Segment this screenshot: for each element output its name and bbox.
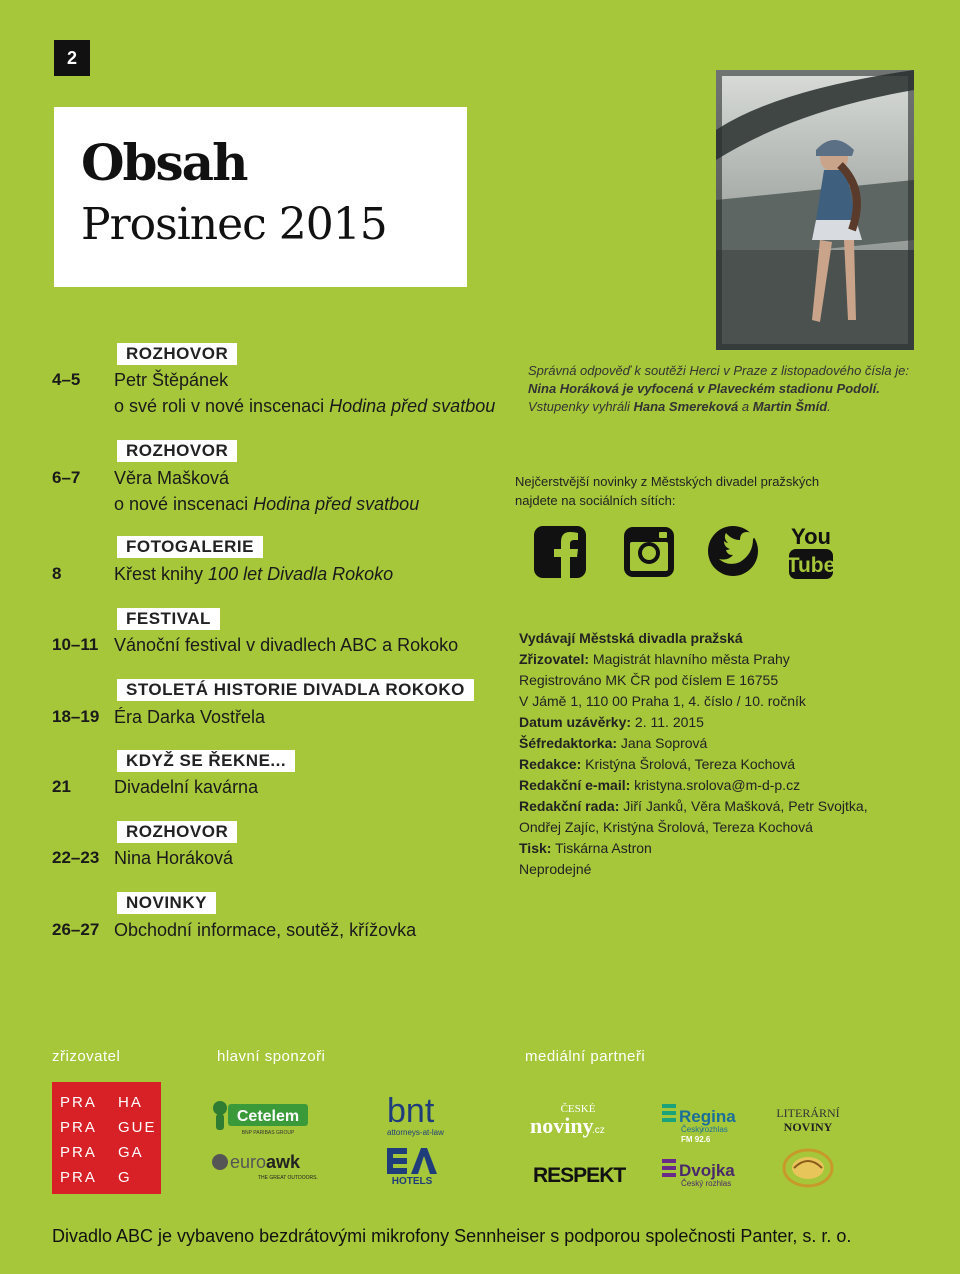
svg-text:NOVINY: NOVINY	[783, 1120, 833, 1134]
founder-heading: zřizovatel	[52, 1048, 121, 1065]
twitter-icon[interactable]	[706, 524, 760, 583]
svg-text:THE GREAT OUTDOORS.: THE GREAT OUTDOORS.	[258, 1175, 318, 1181]
section-label: ROZHOVOR	[117, 440, 237, 462]
toc-line: Divadelní kavárna	[114, 777, 259, 797]
page-range: 22–23	[52, 848, 100, 867]
svg-text:Regina: Regina	[679, 1107, 736, 1126]
media-heading: mediální partneři	[525, 1048, 646, 1065]
regina-logo	[662, 1102, 742, 1149]
title-box	[54, 107, 467, 287]
svg-text:Cetelem: Cetelem	[236, 1108, 300, 1125]
svg-text:euro: euro	[230, 1152, 267, 1172]
toc-line: Věra Mašková	[114, 468, 230, 488]
section-label: KDYŽ SE ŘEKNE...	[117, 750, 295, 772]
imprint: Vydávají Městská divadla pražská Zřizovatel: Magistrát hlavního města Prahy Registrováno MK ČR pod číslem E 16755 V Jámě 1, 110 00 Praha 1, 4. číslo / 10. ročník Datum uzávěrky: 2. 11. 2015 Šéfredaktorka: Jana Soprová Redakce: Kristýna Šrolová, Tereza Kochová Redakční e-mail: kristyna.srolova@m-d-p.cz Redakční rada: Jiří Janků, Věra Mašková, Petr Svojtka, Ondřej Zajíc, Kristýna Šrolová, Tereza Kochová Tisk: Tiskárna Astron Neprodejné	[519, 630, 868, 877]
page-range: 26–27	[52, 920, 100, 939]
page-range: 8	[52, 564, 62, 583]
bnt-logo	[385, 1090, 447, 1143]
section-label: STOLETÁ HISTORIE DIVADLA ROKOKO	[117, 679, 474, 701]
svg-text:bnt: bnt	[387, 1092, 435, 1130]
ceske-noviny-logo	[528, 1100, 608, 1145]
svg-text:Dvojka: Dvojka	[679, 1161, 735, 1180]
svg-text:awk: awk	[266, 1152, 301, 1172]
section-label: ROZHOVOR	[117, 343, 237, 365]
toc-line: Obchodní informace, soutěž, křížovka	[114, 920, 417, 940]
ea-hotels-logo	[385, 1146, 439, 1191]
email-link[interactable]: kristyna.srolova@m-d-p.cz	[630, 777, 801, 793]
svg-text:Tube: Tube	[786, 554, 836, 577]
toc-line: Nina Horáková	[114, 848, 234, 868]
toc-line: Křest knihy 100 let Divadla Rokoko	[114, 564, 394, 584]
contest-answer: Správná odpověď k soutěži Herci v Praze z listopadového čísla je: Nina Horáková je vyfocená v Plaveckém stadionu Podolí. Vstupenky vyhráli Hana Smereková a Martin Šmíd.	[528, 363, 909, 414]
cetelem-logo	[210, 1094, 310, 1143]
svg-text:HOTELS: HOTELS	[391, 1176, 433, 1187]
section-label: NOVINKY	[117, 892, 216, 914]
svg-text:Český rozhlas: Český rozhlas	[681, 1179, 732, 1188]
sponsors-heading: hlavní sponzoři	[217, 1048, 326, 1065]
toc-line: o své roli v nové inscenaci Hodina před svatbou	[114, 396, 496, 416]
page-number: 2	[54, 40, 90, 76]
toc-line: Vánoční festival v divadlech ABC a Rokoko	[114, 635, 459, 655]
page-subtitle: Prosinec 2015	[81, 199, 387, 250]
svg-text:.cz: .cz	[592, 1125, 605, 1136]
euroawk-logo	[210, 1148, 320, 1187]
svg-text:LITERÁRNÍ: LITERÁRNÍ	[776, 1106, 840, 1120]
svg-text:FM 92.6: FM 92.6	[681, 1135, 711, 1144]
svg-text:attorneys-at-law: attorneys-at-law	[387, 1128, 444, 1137]
footer-note: Divadlo ABC je vybaveno bezdrátovými mikrofony Sennheiser s podporou společnosti Panter, s. r. o.	[52, 1226, 852, 1246]
svg-text:ČESKÉ: ČESKÉ	[560, 1103, 596, 1115]
section-label: FESTIVAL	[117, 608, 220, 630]
page-title: Obsah	[81, 133, 247, 192]
svg-text:noviny: noviny	[530, 1113, 594, 1138]
page-range: 10–11	[52, 635, 99, 654]
toc-line: Éra Darka Vostřela	[114, 707, 266, 727]
dvojka-logo	[662, 1157, 742, 1194]
section-label: ROZHOVOR	[117, 821, 237, 843]
praha-logo: PRA HA PRA GUE PRA GA PRA G	[52, 1082, 161, 1194]
svg-text:BNP PARIBAS GROUP: BNP PARIBAS GROUP	[241, 1130, 295, 1136]
page-range: 18–19	[52, 707, 100, 726]
facebook-icon[interactable]	[532, 524, 588, 585]
respekt-logo	[533, 1160, 626, 1193]
page-range: 4–5	[52, 370, 81, 389]
page-range: 21	[52, 777, 71, 796]
svg-text:Český: Český	[681, 1125, 704, 1134]
decorative-emblem-logo	[780, 1146, 836, 1195]
svg-text:rozhlas: rozhlas	[702, 1125, 728, 1134]
youtube-icon[interactable]	[788, 522, 834, 587]
page-range: 6–7	[52, 468, 81, 487]
instagram-icon[interactable]	[622, 524, 676, 585]
social-intro: Nejčerstvější novinky z Městských divadel pražských najdete na sociálních sítích:	[515, 474, 820, 508]
toc-line: o nové inscenaci Hodina před svatbou	[114, 494, 420, 514]
svg-text:You: You	[791, 524, 831, 549]
toc-line: Petr Štěpánek	[114, 370, 229, 390]
literarni-noviny-logo	[770, 1104, 846, 1141]
svg-text:RESPEKT: RESPEKT	[533, 1164, 626, 1187]
contest-photo	[716, 70, 914, 350]
section-label: FOTOGALERIE	[117, 536, 263, 558]
